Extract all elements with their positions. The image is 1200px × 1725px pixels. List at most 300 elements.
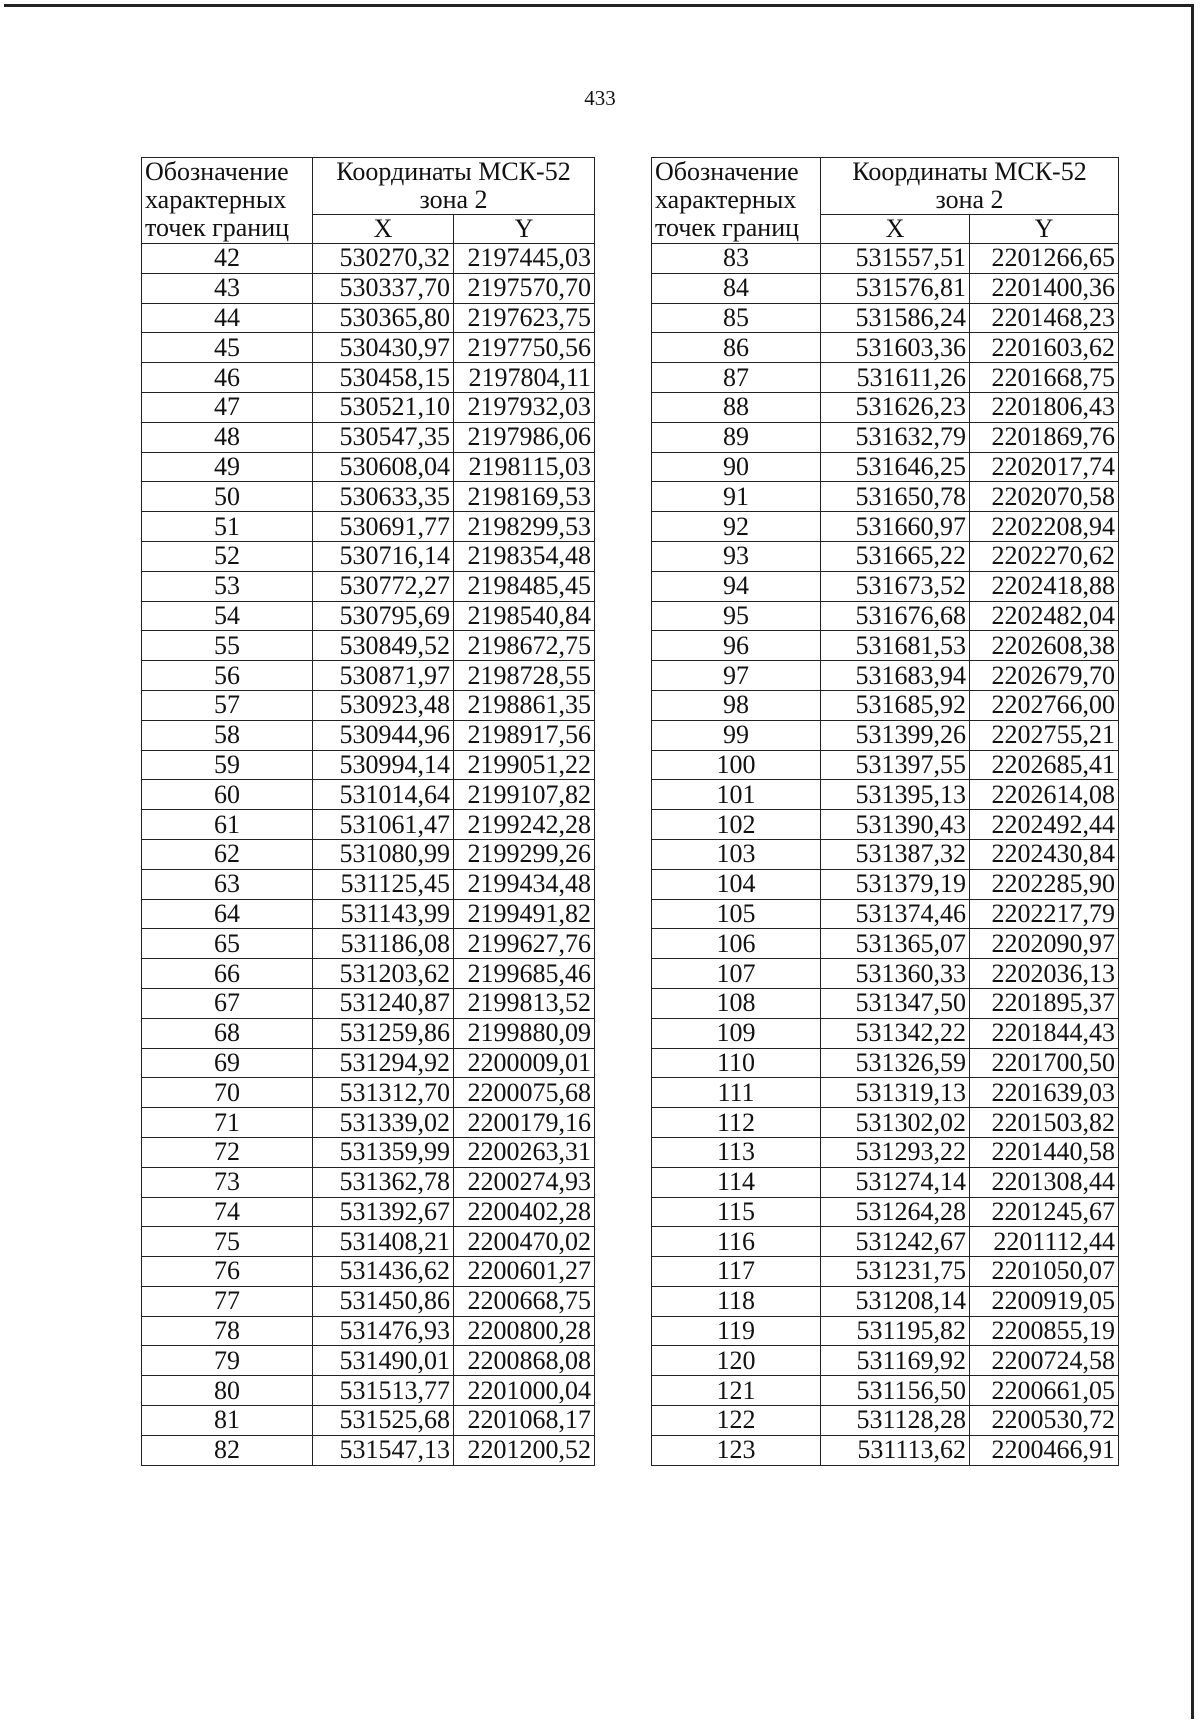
x-coordinate-cell: 530849,52 bbox=[313, 631, 454, 661]
header-coord-line: зона 2 bbox=[935, 185, 1004, 214]
table-row bbox=[142, 631, 595, 661]
x-coordinate-cell: 530521,10 bbox=[313, 392, 454, 422]
table-row bbox=[652, 601, 1119, 631]
x-coordinate-cell: 531156,50 bbox=[821, 1376, 970, 1406]
point-number-cell: 46 bbox=[142, 363, 313, 393]
x-coordinate-cell: 531646,25 bbox=[821, 452, 970, 482]
y-coordinate-cell: 2197750,56 bbox=[454, 333, 595, 363]
y-coordinate-cell: 2202036,13 bbox=[970, 959, 1119, 989]
point-number-cell: 101 bbox=[652, 780, 821, 810]
x-coordinate-cell: 531347,50 bbox=[821, 988, 970, 1018]
table-row bbox=[652, 959, 1119, 989]
point-number-cell: 42 bbox=[142, 244, 313, 274]
y-coordinate-cell: 2201844,43 bbox=[970, 1018, 1119, 1048]
point-number-cell: 121 bbox=[652, 1376, 821, 1406]
x-coordinate-cell: 531319,13 bbox=[821, 1078, 970, 1108]
table-row bbox=[652, 1078, 1119, 1108]
x-coordinate-cell: 531450,86 bbox=[313, 1286, 454, 1316]
y-coordinate-cell: 2201400,36 bbox=[970, 273, 1119, 303]
table-row bbox=[142, 482, 595, 512]
x-coordinate-cell: 531360,33 bbox=[821, 959, 970, 989]
x-coordinate-cell: 531626,23 bbox=[821, 392, 970, 422]
y-coordinate-cell: 2201668,75 bbox=[970, 363, 1119, 393]
table-row bbox=[652, 1376, 1119, 1406]
table-row bbox=[652, 1167, 1119, 1197]
point-number-cell: 97 bbox=[652, 661, 821, 691]
x-coordinate-cell: 530795,69 bbox=[313, 601, 454, 631]
x-coordinate-cell: 531557,51 bbox=[821, 244, 970, 274]
point-number-cell: 50 bbox=[142, 482, 313, 512]
point-number-cell: 108 bbox=[652, 988, 821, 1018]
table-row bbox=[652, 1406, 1119, 1436]
y-coordinate-cell: 2202492,44 bbox=[970, 810, 1119, 840]
y-coordinate-cell: 2200668,75 bbox=[454, 1286, 595, 1316]
x-coordinate-cell: 531397,55 bbox=[821, 750, 970, 780]
table-row bbox=[652, 661, 1119, 691]
y-coordinate-cell: 2197986,06 bbox=[454, 422, 595, 452]
y-coordinate-cell: 2202482,04 bbox=[970, 601, 1119, 631]
table-row bbox=[142, 422, 595, 452]
x-coordinate-cell: 531525,68 bbox=[313, 1406, 454, 1436]
point-number-cell: 45 bbox=[142, 333, 313, 363]
x-coordinate-cell: 531113,62 bbox=[821, 1435, 970, 1465]
x-coordinate-cell: 530547,35 bbox=[313, 422, 454, 452]
page-number: 433 bbox=[584, 86, 616, 110]
table-row bbox=[142, 1316, 595, 1346]
table-row bbox=[652, 780, 1119, 810]
y-coordinate-cell: 2198917,56 bbox=[454, 720, 595, 750]
x-coordinate-cell: 530270,32 bbox=[313, 244, 454, 274]
point-number-cell: 85 bbox=[652, 303, 821, 333]
table-row bbox=[652, 392, 1119, 422]
x-coordinate-cell: 531665,22 bbox=[821, 541, 970, 571]
point-number-cell: 74 bbox=[142, 1197, 313, 1227]
x-coordinate-cell: 530337,70 bbox=[313, 273, 454, 303]
table-row bbox=[142, 1167, 595, 1197]
x-coordinate-cell: 531274,14 bbox=[821, 1167, 970, 1197]
y-coordinate-cell: 2202418,88 bbox=[970, 571, 1119, 601]
y-coordinate-cell: 2202679,70 bbox=[970, 661, 1119, 691]
y-coordinate-cell: 2202614,08 bbox=[970, 780, 1119, 810]
table-row bbox=[142, 899, 595, 929]
table-row bbox=[142, 1435, 595, 1465]
y-coordinate-cell: 2199491,82 bbox=[454, 899, 595, 929]
table-row bbox=[652, 273, 1119, 303]
table-row bbox=[652, 452, 1119, 482]
y-coordinate-cell: 2202217,79 bbox=[970, 899, 1119, 929]
header-coordinates bbox=[821, 158, 1119, 215]
y-coordinate-cell: 2201000,04 bbox=[454, 1376, 595, 1406]
table-row bbox=[652, 1257, 1119, 1287]
header-coord-line: Координаты МСК-52 bbox=[336, 157, 571, 186]
y-coordinate-cell: 2199434,48 bbox=[454, 869, 595, 899]
y-coordinate-cell: 2200601,27 bbox=[454, 1257, 595, 1287]
point-number-cell: 53 bbox=[142, 571, 313, 601]
header-coordinates bbox=[313, 158, 595, 215]
y-coordinate-cell: 2201050,07 bbox=[970, 1257, 1119, 1287]
x-coordinate-cell: 531128,28 bbox=[821, 1406, 970, 1436]
x-coordinate-cell: 531326,59 bbox=[821, 1048, 970, 1078]
y-coordinate-cell: 2200274,93 bbox=[454, 1167, 595, 1197]
point-number-cell: 106 bbox=[652, 929, 821, 959]
y-coordinate-cell: 2200530,72 bbox=[970, 1406, 1119, 1436]
point-number-cell: 102 bbox=[652, 810, 821, 840]
table-row bbox=[142, 810, 595, 840]
x-coordinate-cell: 531399,26 bbox=[821, 720, 970, 750]
point-number-cell: 109 bbox=[652, 1018, 821, 1048]
x-coordinate-cell: 531611,26 bbox=[821, 363, 970, 393]
x-coordinate-cell: 531673,52 bbox=[821, 571, 970, 601]
header-point-line: характерных bbox=[655, 185, 797, 214]
point-number-cell: 95 bbox=[652, 601, 821, 631]
header-point-line: Обозначение bbox=[145, 157, 289, 186]
y-coordinate-cell: 2201468,23 bbox=[970, 303, 1119, 333]
table-row bbox=[652, 1346, 1119, 1376]
y-coordinate-cell: 2200466,91 bbox=[970, 1435, 1119, 1465]
header-point-line: точек границ bbox=[655, 213, 800, 242]
point-number-cell: 69 bbox=[142, 1048, 313, 1078]
x-coordinate-cell: 530458,15 bbox=[313, 363, 454, 393]
table-row bbox=[652, 839, 1119, 869]
point-number-cell: 114 bbox=[652, 1167, 821, 1197]
point-number-cell: 56 bbox=[142, 661, 313, 691]
table-row bbox=[142, 1257, 595, 1287]
x-coordinate-cell: 531342,22 bbox=[821, 1018, 970, 1048]
point-number-cell: 44 bbox=[142, 303, 313, 333]
y-coordinate-cell: 2202208,94 bbox=[970, 512, 1119, 542]
x-coordinate-cell: 531683,94 bbox=[821, 661, 970, 691]
point-number-cell: 58 bbox=[142, 720, 313, 750]
y-coordinate-cell: 2198169,53 bbox=[454, 482, 595, 512]
point-number-cell: 52 bbox=[142, 541, 313, 571]
table-row bbox=[652, 929, 1119, 959]
y-coordinate-cell: 2198115,03 bbox=[454, 452, 595, 482]
table-row bbox=[142, 333, 595, 363]
y-coordinate-cell: 2201266,65 bbox=[970, 244, 1119, 274]
point-number-cell: 84 bbox=[652, 273, 821, 303]
y-coordinate-cell: 2197570,70 bbox=[454, 273, 595, 303]
x-coordinate-cell: 531660,97 bbox=[821, 512, 970, 542]
x-coordinate-cell: 531293,22 bbox=[821, 1137, 970, 1167]
table-row bbox=[652, 541, 1119, 571]
y-coordinate-cell: 2200800,28 bbox=[454, 1316, 595, 1346]
x-coordinate-cell: 530691,77 bbox=[313, 512, 454, 542]
table-row bbox=[652, 750, 1119, 780]
x-coordinate-cell: 530716,14 bbox=[313, 541, 454, 571]
x-coordinate-cell: 531169,92 bbox=[821, 1346, 970, 1376]
point-number-cell: 118 bbox=[652, 1286, 821, 1316]
point-number-cell: 110 bbox=[652, 1048, 821, 1078]
y-coordinate-cell: 2200470,02 bbox=[454, 1227, 595, 1257]
point-number-cell: 54 bbox=[142, 601, 313, 631]
y-coordinate-cell: 2202766,00 bbox=[970, 690, 1119, 720]
x-coordinate-cell: 531242,67 bbox=[821, 1227, 970, 1257]
x-coordinate-cell: 530871,97 bbox=[313, 661, 454, 691]
table-row bbox=[652, 244, 1119, 274]
table-row bbox=[142, 452, 595, 482]
x-coordinate-cell: 531547,13 bbox=[313, 1435, 454, 1465]
table-row bbox=[142, 690, 595, 720]
y-coordinate-cell: 2199685,46 bbox=[454, 959, 595, 989]
y-coordinate-cell: 2201869,76 bbox=[970, 422, 1119, 452]
point-number-cell: 92 bbox=[652, 512, 821, 542]
y-coordinate-cell: 2201112,44 bbox=[970, 1227, 1119, 1257]
header-y: Y bbox=[454, 215, 595, 244]
x-coordinate-cell: 530944,96 bbox=[313, 720, 454, 750]
x-coordinate-cell: 531080,99 bbox=[313, 839, 454, 869]
x-coordinate-cell: 531240,87 bbox=[313, 988, 454, 1018]
table-row bbox=[142, 929, 595, 959]
y-coordinate-cell: 2198861,35 bbox=[454, 690, 595, 720]
table-row bbox=[142, 541, 595, 571]
table-row bbox=[142, 1346, 595, 1376]
x-coordinate-cell: 531685,92 bbox=[821, 690, 970, 720]
table-row bbox=[142, 303, 595, 333]
table-row bbox=[652, 422, 1119, 452]
x-coordinate-cell: 531339,02 bbox=[313, 1108, 454, 1138]
point-number-cell: 64 bbox=[142, 899, 313, 929]
y-coordinate-cell: 2199107,82 bbox=[454, 780, 595, 810]
table-row bbox=[652, 1048, 1119, 1078]
x-coordinate-cell: 531125,45 bbox=[313, 869, 454, 899]
y-coordinate-cell: 2201895,37 bbox=[970, 988, 1119, 1018]
x-coordinate-cell: 530430,97 bbox=[313, 333, 454, 363]
x-coordinate-cell: 531632,79 bbox=[821, 422, 970, 452]
point-number-cell: 66 bbox=[142, 959, 313, 989]
y-coordinate-cell: 2198485,45 bbox=[454, 571, 595, 601]
header-y: Y bbox=[970, 215, 1119, 244]
point-number-cell: 105 bbox=[652, 899, 821, 929]
x-coordinate-cell: 530633,35 bbox=[313, 482, 454, 512]
y-coordinate-cell: 2201440,58 bbox=[970, 1137, 1119, 1167]
y-coordinate-cell: 2200075,68 bbox=[454, 1078, 595, 1108]
point-number-cell: 57 bbox=[142, 690, 313, 720]
point-number-cell: 111 bbox=[652, 1078, 821, 1108]
point-number-cell: 90 bbox=[652, 452, 821, 482]
x-coordinate-cell: 531362,78 bbox=[313, 1167, 454, 1197]
x-coordinate-cell: 531436,62 bbox=[313, 1257, 454, 1287]
x-coordinate-cell: 531374,46 bbox=[821, 899, 970, 929]
table-row bbox=[652, 363, 1119, 393]
y-coordinate-cell: 2201603,62 bbox=[970, 333, 1119, 363]
x-coordinate-cell: 531195,82 bbox=[821, 1316, 970, 1346]
x-coordinate-cell: 531676,68 bbox=[821, 601, 970, 631]
table-row bbox=[142, 1108, 595, 1138]
y-coordinate-cell: 2198354,48 bbox=[454, 541, 595, 571]
y-coordinate-cell: 2198728,55 bbox=[454, 661, 595, 691]
x-coordinate-cell: 531408,21 bbox=[313, 1227, 454, 1257]
x-coordinate-cell: 531392,67 bbox=[313, 1197, 454, 1227]
y-coordinate-cell: 2197445,03 bbox=[454, 244, 595, 274]
table-row bbox=[142, 1137, 595, 1167]
table-row bbox=[652, 720, 1119, 750]
x-coordinate-cell: 531061,47 bbox=[313, 810, 454, 840]
table-row bbox=[142, 869, 595, 899]
table-row bbox=[142, 571, 595, 601]
point-number-cell: 77 bbox=[142, 1286, 313, 1316]
header-point-line: Обозначение bbox=[655, 157, 799, 186]
y-coordinate-cell: 2202685,41 bbox=[970, 750, 1119, 780]
point-number-cell: 76 bbox=[142, 1257, 313, 1287]
point-number-cell: 119 bbox=[652, 1316, 821, 1346]
table-row bbox=[142, 1406, 595, 1436]
table-row bbox=[142, 839, 595, 869]
x-coordinate-cell: 531650,78 bbox=[821, 482, 970, 512]
table-row bbox=[652, 571, 1119, 601]
point-number-cell: 67 bbox=[142, 988, 313, 1018]
x-coordinate-cell: 531513,77 bbox=[313, 1376, 454, 1406]
point-number-cell: 112 bbox=[652, 1108, 821, 1138]
table-row bbox=[652, 869, 1119, 899]
y-coordinate-cell: 2202430,84 bbox=[970, 839, 1119, 869]
point-number-cell: 83 bbox=[652, 244, 821, 274]
y-coordinate-cell: 2202090,97 bbox=[970, 929, 1119, 959]
point-number-cell: 63 bbox=[142, 869, 313, 899]
point-number-cell: 93 bbox=[652, 541, 821, 571]
point-number-cell: 73 bbox=[142, 1167, 313, 1197]
table-row bbox=[142, 780, 595, 810]
y-coordinate-cell: 2201245,67 bbox=[970, 1197, 1119, 1227]
table-row bbox=[142, 601, 595, 631]
x-coordinate-cell: 531390,43 bbox=[821, 810, 970, 840]
table-row bbox=[652, 1435, 1119, 1465]
point-number-cell: 107 bbox=[652, 959, 821, 989]
y-coordinate-cell: 2199813,52 bbox=[454, 988, 595, 1018]
point-number-cell: 117 bbox=[652, 1257, 821, 1287]
y-coordinate-cell: 2198540,84 bbox=[454, 601, 595, 631]
y-coordinate-cell: 2199299,26 bbox=[454, 839, 595, 869]
table-row bbox=[142, 1376, 595, 1406]
point-number-cell: 103 bbox=[652, 839, 821, 869]
x-coordinate-cell: 531387,32 bbox=[821, 839, 970, 869]
y-coordinate-cell: 2200402,28 bbox=[454, 1197, 595, 1227]
x-coordinate-cell: 530608,04 bbox=[313, 452, 454, 482]
point-number-cell: 70 bbox=[142, 1078, 313, 1108]
y-coordinate-cell: 2200868,08 bbox=[454, 1346, 595, 1376]
y-coordinate-cell: 2197804,11 bbox=[454, 363, 595, 393]
point-number-cell: 120 bbox=[652, 1346, 821, 1376]
y-coordinate-cell: 2197623,75 bbox=[454, 303, 595, 333]
y-coordinate-cell: 2202608,38 bbox=[970, 631, 1119, 661]
header-coord-line: Координаты МСК-52 bbox=[852, 157, 1087, 186]
y-coordinate-cell: 2200263,31 bbox=[454, 1137, 595, 1167]
y-coordinate-cell: 2200919,05 bbox=[970, 1286, 1119, 1316]
point-number-cell: 78 bbox=[142, 1316, 313, 1346]
x-coordinate-cell: 530994,14 bbox=[313, 750, 454, 780]
table-body bbox=[142, 244, 595, 1466]
table-row bbox=[652, 303, 1119, 333]
point-number-cell: 65 bbox=[142, 929, 313, 959]
point-number-cell: 113 bbox=[652, 1137, 821, 1167]
table-row bbox=[142, 1227, 595, 1257]
x-coordinate-cell: 531302,02 bbox=[821, 1108, 970, 1138]
point-number-cell: 82 bbox=[142, 1435, 313, 1465]
header-point-line: точек границ bbox=[145, 213, 290, 242]
table-row bbox=[142, 1048, 595, 1078]
point-number-cell: 71 bbox=[142, 1108, 313, 1138]
table-row bbox=[142, 720, 595, 750]
y-coordinate-cell: 2201068,17 bbox=[454, 1406, 595, 1436]
x-coordinate-cell: 531186,08 bbox=[313, 929, 454, 959]
point-number-cell: 60 bbox=[142, 780, 313, 810]
table-row bbox=[652, 1108, 1119, 1138]
table-row bbox=[652, 810, 1119, 840]
point-number-cell: 86 bbox=[652, 333, 821, 363]
x-coordinate-cell: 531294,92 bbox=[313, 1048, 454, 1078]
table-row bbox=[142, 959, 595, 989]
y-coordinate-cell: 2202270,62 bbox=[970, 541, 1119, 571]
point-number-cell: 79 bbox=[142, 1346, 313, 1376]
table-row bbox=[652, 690, 1119, 720]
x-coordinate-cell: 531586,24 bbox=[821, 303, 970, 333]
table-row bbox=[652, 988, 1119, 1018]
point-number-cell: 61 bbox=[142, 810, 313, 840]
point-number-cell: 81 bbox=[142, 1406, 313, 1436]
x-coordinate-cell: 531603,36 bbox=[821, 333, 970, 363]
point-number-cell: 80 bbox=[142, 1376, 313, 1406]
x-coordinate-cell: 530923,48 bbox=[313, 690, 454, 720]
table-row bbox=[652, 512, 1119, 542]
x-coordinate-cell: 531576,81 bbox=[821, 273, 970, 303]
table-row bbox=[652, 333, 1119, 363]
table-row bbox=[142, 1197, 595, 1227]
coordinates-table-right bbox=[651, 157, 1119, 1466]
point-number-cell: 47 bbox=[142, 392, 313, 422]
x-coordinate-cell: 531208,14 bbox=[821, 1286, 970, 1316]
y-coordinate-cell: 2202070,58 bbox=[970, 482, 1119, 512]
x-coordinate-cell: 531359,99 bbox=[313, 1137, 454, 1167]
point-number-cell: 91 bbox=[652, 482, 821, 512]
table-row bbox=[652, 482, 1119, 512]
header-point-designation bbox=[652, 158, 821, 244]
point-number-cell: 99 bbox=[652, 720, 821, 750]
table-row bbox=[652, 899, 1119, 929]
point-number-cell: 48 bbox=[142, 422, 313, 452]
point-number-cell: 59 bbox=[142, 750, 313, 780]
table-row bbox=[142, 273, 595, 303]
x-coordinate-cell: 531231,75 bbox=[821, 1257, 970, 1287]
y-coordinate-cell: 2199880,09 bbox=[454, 1018, 595, 1048]
point-number-cell: 88 bbox=[652, 392, 821, 422]
point-number-cell: 87 bbox=[652, 363, 821, 393]
x-coordinate-cell: 531264,28 bbox=[821, 1197, 970, 1227]
x-coordinate-cell: 531490,01 bbox=[313, 1346, 454, 1376]
table-row bbox=[142, 1018, 595, 1048]
y-coordinate-cell: 2202755,21 bbox=[970, 720, 1119, 750]
y-coordinate-cell: 2198299,53 bbox=[454, 512, 595, 542]
y-coordinate-cell: 2201200,52 bbox=[454, 1435, 595, 1465]
table-row bbox=[652, 1286, 1119, 1316]
x-coordinate-cell: 531259,86 bbox=[313, 1018, 454, 1048]
header-point-designation bbox=[142, 158, 313, 244]
x-coordinate-cell: 530772,27 bbox=[313, 571, 454, 601]
point-number-cell: 55 bbox=[142, 631, 313, 661]
table-row bbox=[142, 661, 595, 691]
header-coord-line: зона 2 bbox=[419, 185, 488, 214]
point-number-cell: 94 bbox=[652, 571, 821, 601]
x-coordinate-cell: 531365,07 bbox=[821, 929, 970, 959]
y-coordinate-cell: 2202017,74 bbox=[970, 452, 1119, 482]
point-number-cell: 68 bbox=[142, 1018, 313, 1048]
table-row bbox=[652, 1197, 1119, 1227]
point-number-cell: 122 bbox=[652, 1406, 821, 1436]
table-row bbox=[142, 363, 595, 393]
y-coordinate-cell: 2201639,03 bbox=[970, 1078, 1119, 1108]
y-coordinate-cell: 2200009,01 bbox=[454, 1048, 595, 1078]
table-row bbox=[142, 750, 595, 780]
y-coordinate-cell: 2199627,76 bbox=[454, 929, 595, 959]
point-number-cell: 123 bbox=[652, 1435, 821, 1465]
